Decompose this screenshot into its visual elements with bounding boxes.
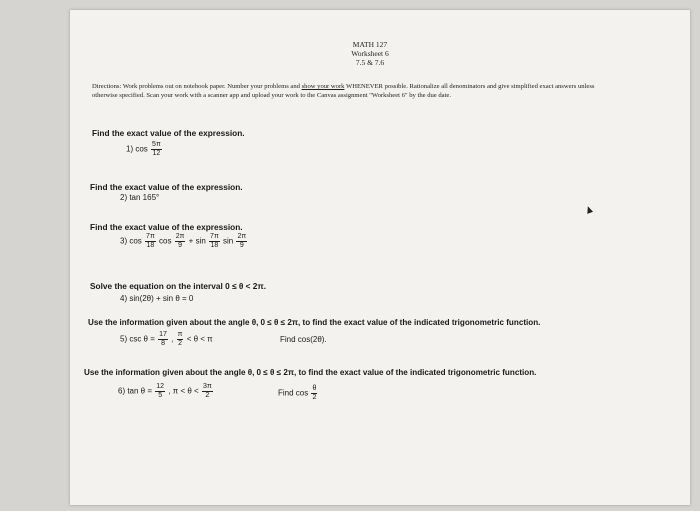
q6-frac3	[311, 385, 317, 402]
q5-f1-num: 17	[159, 331, 167, 338]
q6-f1-num: 12	[156, 383, 165, 390]
q2-heading: Find the exact value of the expression.	[90, 182, 243, 192]
q3-f3-num: 7π	[210, 233, 219, 240]
q6-f3-num: θ	[312, 385, 317, 392]
q5-frac1	[158, 331, 168, 348]
q6-f3-den: 2	[312, 394, 317, 401]
worksheet-header	[310, 40, 430, 67]
q3-f3-den: 18	[210, 242, 219, 249]
worksheet-page	[70, 10, 690, 505]
q3-frac1	[145, 233, 156, 250]
q3-frac4	[236, 233, 247, 250]
q6-f2-num: 3π	[202, 383, 212, 390]
q5-expression	[120, 331, 213, 348]
q3-number: 3)	[120, 236, 128, 246]
q5-lead: 5) csc θ =	[120, 334, 158, 344]
directions-part1: Directions: Work problems out on notebook paper. Number your problems and	[92, 83, 302, 90]
q6-f2-den: 2	[205, 392, 210, 399]
directions-part2: WHENEVER possible. Rationalize all denominators and give simplified exact answers unless otherwise specified. Scan your work with a scanner app and upload your work to the Canvas assignment "Worksheet 6" by the due date.	[92, 83, 595, 99]
q3-f1-num: 7π	[146, 233, 155, 240]
q3-sin1: sin	[195, 236, 206, 246]
q6-frac2	[202, 383, 213, 400]
q1-frac-num: 5π	[152, 141, 161, 148]
q3-frac2	[175, 233, 186, 250]
q4-expression: 4) sin(2θ) + sin θ = 0	[120, 294, 194, 303]
directions-underlined: show your work	[301, 83, 345, 90]
q5-f1-den: 8	[161, 340, 165, 347]
q5-frac2	[177, 331, 184, 348]
q3-f2-num: 2π	[175, 233, 185, 240]
q5-find: Find cos(2θ).	[280, 335, 327, 344]
q3-cos2: cos	[159, 236, 172, 246]
sections-label: 7.5 & 7.6	[355, 58, 385, 67]
q5-f2-den: 2	[178, 340, 182, 347]
q1-number: 1)	[126, 144, 134, 154]
q5-f2-num: π	[177, 331, 183, 338]
q3-sin2: sin	[223, 236, 234, 246]
q6-find	[278, 385, 318, 402]
q6-lead: 6) tan θ =	[118, 386, 155, 396]
q1-expression	[126, 141, 163, 158]
q1-func: cos	[135, 144, 148, 154]
q6-mid: , π < θ <	[168, 386, 201, 396]
course-title: MATH 127	[352, 40, 388, 49]
worksheet-title: Worksheet 6	[351, 49, 389, 58]
q5-comma: ,	[171, 334, 174, 344]
q2-expression: 2) tan 165°	[120, 193, 160, 202]
q3-f4-den: 9	[239, 242, 244, 249]
q1-frac-den: 12	[152, 150, 161, 157]
q6-f1-den: 5	[158, 392, 163, 399]
q1-heading: Find the exact value of the expression.	[92, 128, 245, 138]
q3-f1-den: 18	[146, 242, 155, 249]
q3-f4-num: 2π	[237, 233, 247, 240]
q6-heading: Use the information given about the angle θ, 0 ≤ θ ≤ 2π, to find the exact value of the indicated trigonometric function.	[84, 368, 537, 377]
q4-heading: Solve the equation on the interval 0 ≤ θ < 2π.	[90, 281, 267, 291]
q1-fraction	[151, 141, 162, 158]
q6-expression	[118, 383, 214, 400]
q5-heading: Use the information given about the angle θ, 0 ≤ θ ≤ 2π, to find the exact value of the indicated trigonometric function.	[88, 318, 541, 327]
directions-text	[92, 82, 602, 100]
q3-plus: +	[188, 236, 194, 246]
q6-find-text: Find cos	[278, 388, 309, 398]
q3-heading: Find the exact value of the expression.	[90, 222, 243, 232]
q3-f2-den: 9	[178, 242, 183, 249]
q3-expression	[120, 233, 248, 250]
q3-cos1: cos	[129, 236, 142, 246]
q3-frac3	[209, 233, 220, 250]
q6-frac1	[155, 383, 165, 400]
q5-rest: < θ < π	[186, 334, 213, 344]
